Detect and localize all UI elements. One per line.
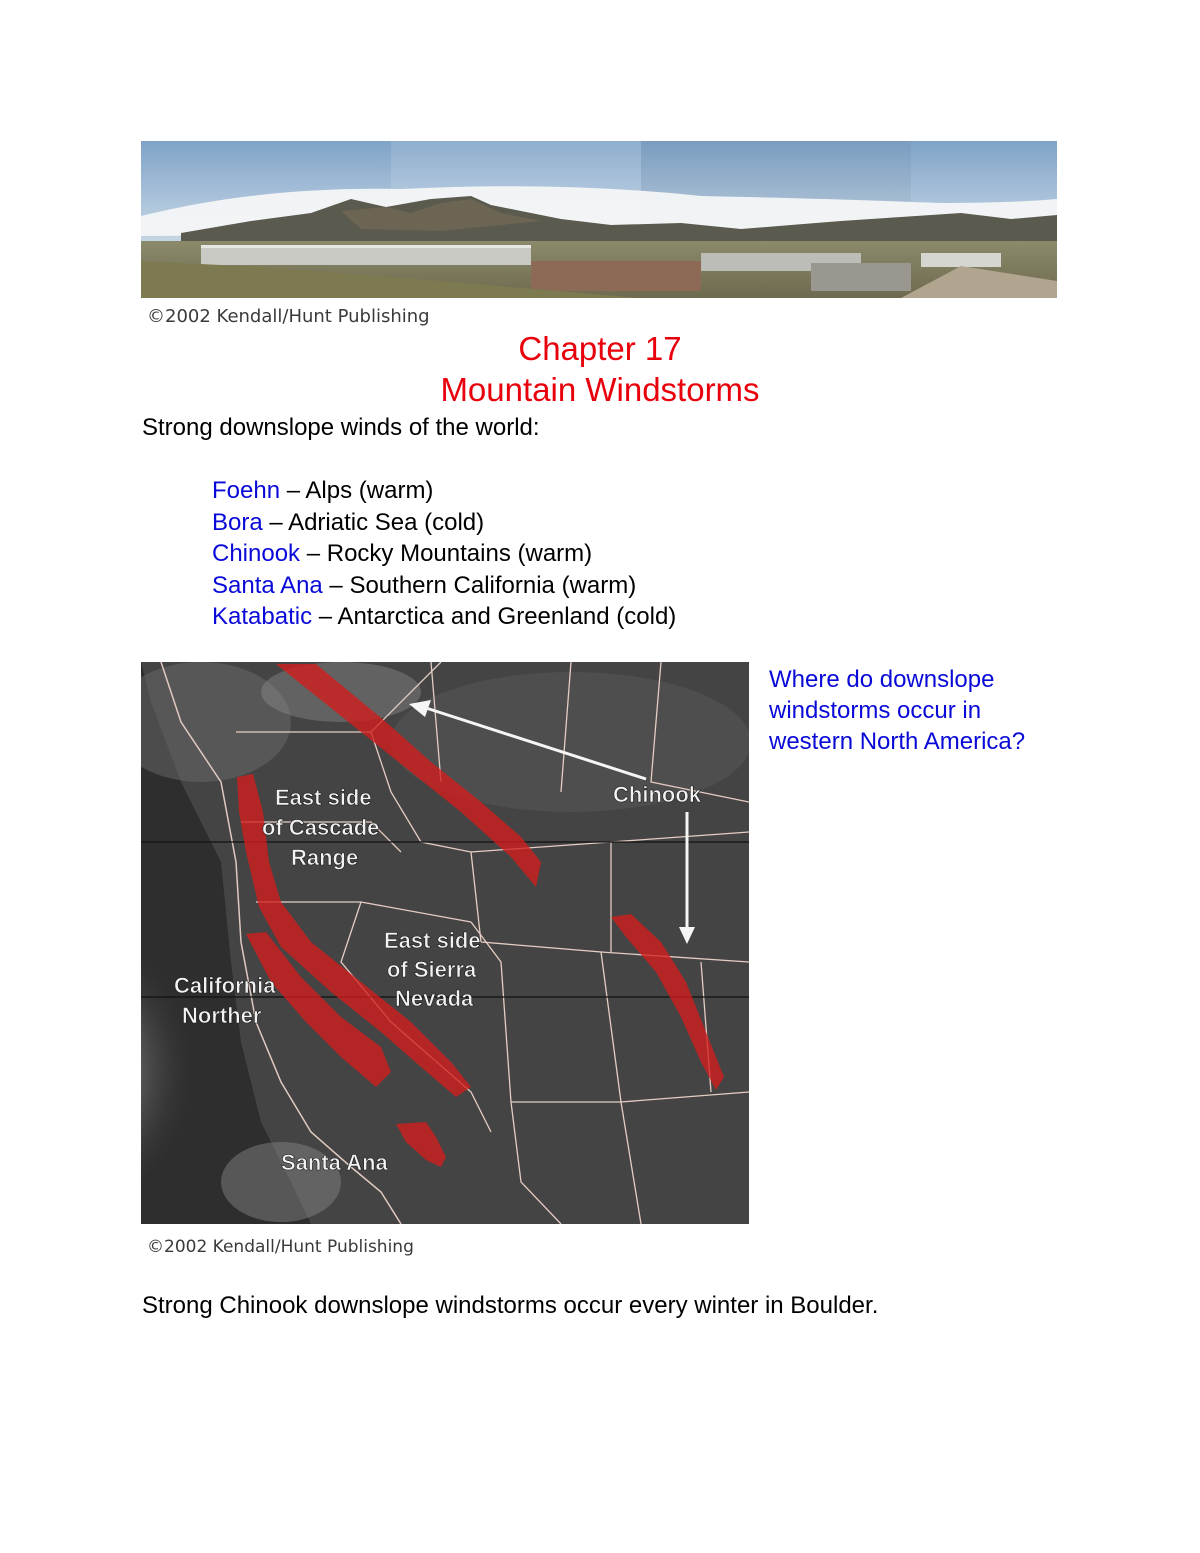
label-california-line2: Norther [182, 1003, 262, 1028]
label-sierra-line3: Nevada [395, 986, 474, 1011]
satellite-map [141, 662, 749, 1224]
label-sierra-line2: of Sierra [387, 957, 477, 982]
closing-text: Strong Chinook downslope windstorms occur every winter in Boulder. [142, 1292, 879, 1319]
winds-list [212, 475, 676, 633]
chapter-title: Chapter 17 [518, 330, 682, 367]
wind-description: – Rocky Mountains (warm) [300, 540, 593, 568]
wind-description: – Adriatic Sea (cold) [262, 508, 485, 536]
wind-item [212, 507, 676, 539]
wind-description: – Southern California (warm) [322, 571, 637, 599]
chapter-subtitle: Mountain Windstorms [440, 371, 760, 408]
wind-name: Santa Ana [212, 571, 323, 599]
label-sierra-line1: East side [384, 928, 481, 953]
label-cascade-line1: East side [275, 785, 372, 810]
panorama-illustration [141, 141, 1057, 298]
intro-text: Strong downslope winds of the world: [142, 414, 540, 441]
wind-item [212, 570, 676, 602]
wind-name: Katabatic [212, 603, 313, 631]
wind-description: – Alps (warm) [280, 477, 434, 504]
label-santa-ana: Santa Ana [281, 1150, 388, 1175]
label-cascade-line3: Range [291, 845, 359, 870]
map-credit: ©2002 Kendall/Hunt Publishing [147, 1237, 414, 1257]
photo-credit: ©2002 Kendall/Hunt Publishing [147, 306, 430, 327]
header-panorama-photo [141, 141, 1057, 298]
wind-item [212, 538, 676, 570]
wind-name: Bora [212, 508, 263, 536]
wind-description: – Antarctica and Greenland (cold) [312, 603, 677, 631]
wind-item [212, 475, 676, 507]
wind-item [212, 601, 676, 633]
label-california-line1: California [174, 973, 276, 998]
wind-name: Foehn [212, 477, 281, 504]
map-question: Where do downslope windstorms occur in western North America? [769, 666, 1026, 755]
map-illustration [141, 662, 749, 1224]
label-cascade-line2: of Cascade [262, 815, 380, 840]
wind-name: Chinook [212, 540, 301, 568]
label-chinook: Chinook [613, 782, 701, 807]
